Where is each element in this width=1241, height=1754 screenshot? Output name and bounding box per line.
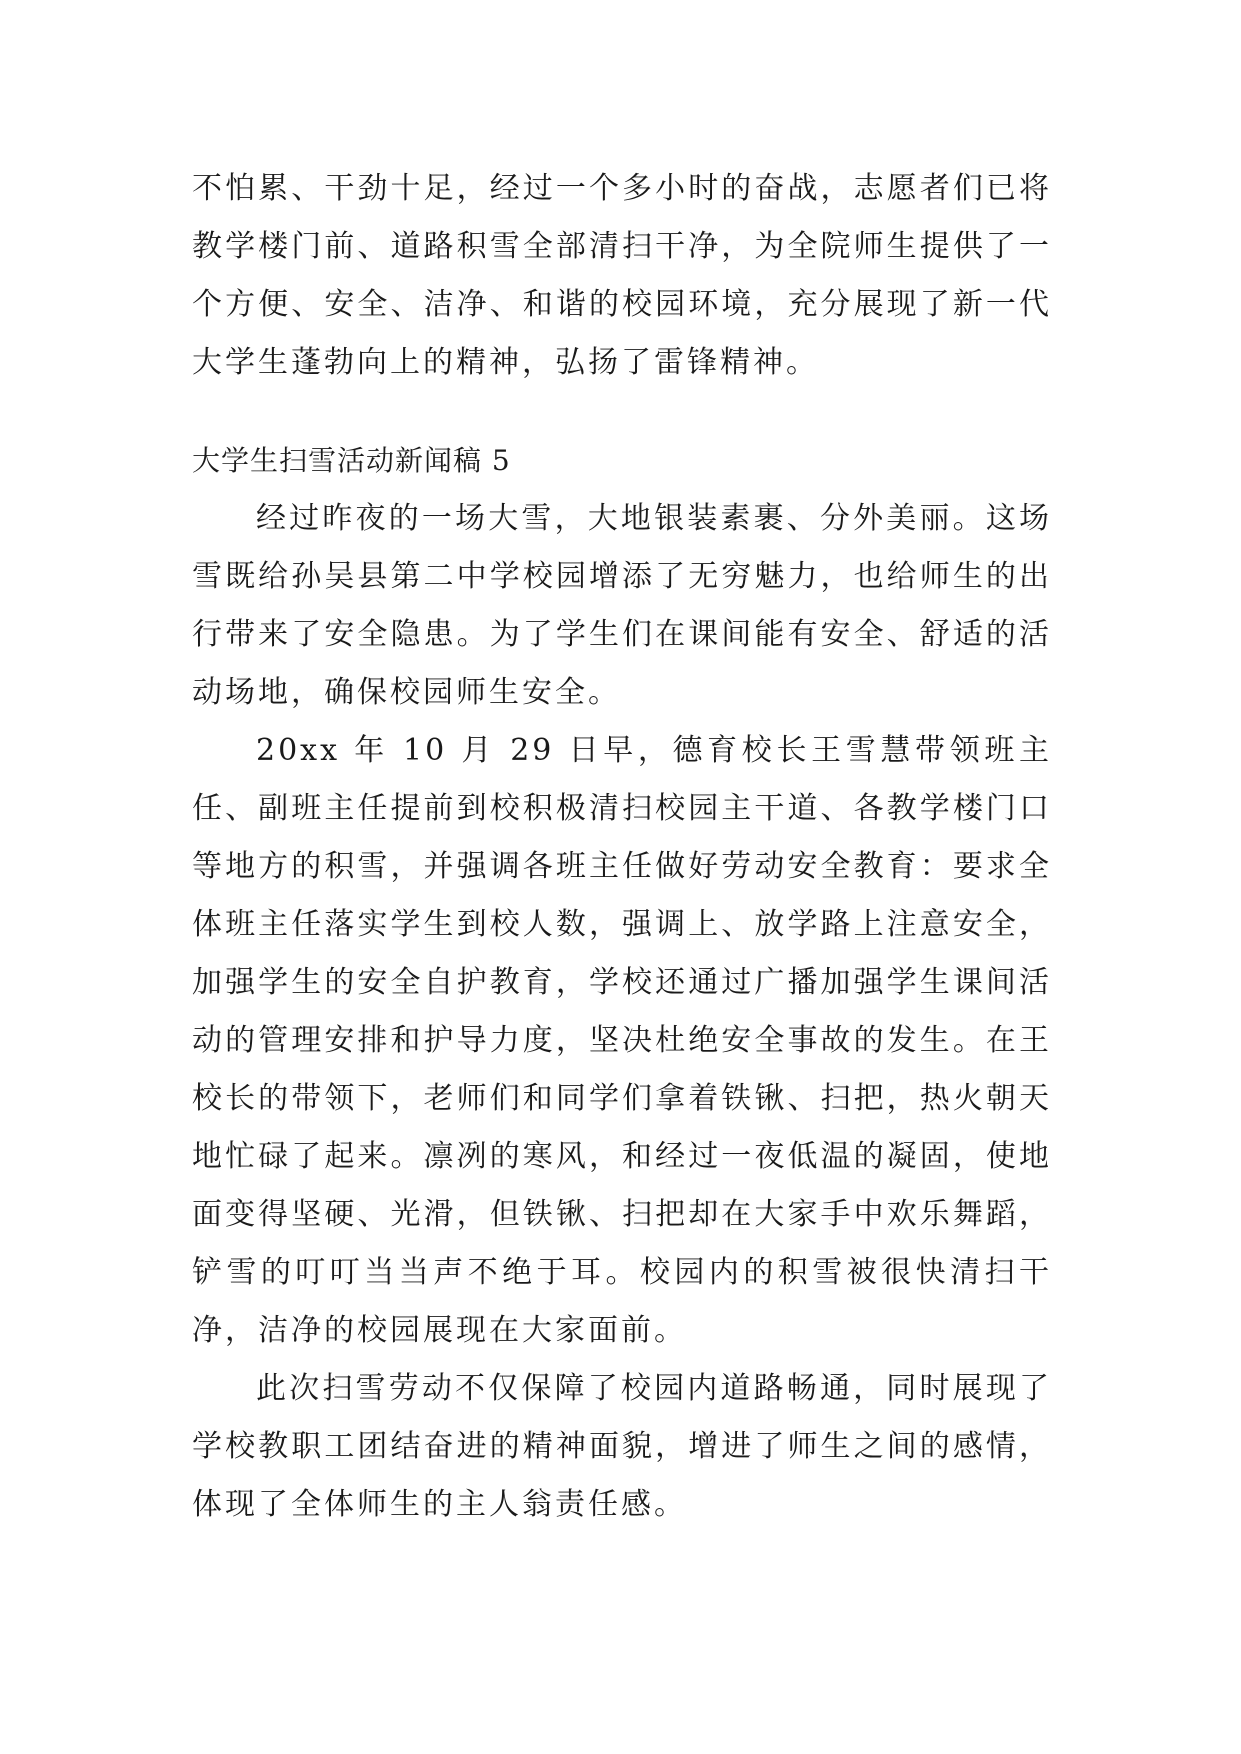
- section-heading: 大学生扫雪活动新闻稿 5: [192, 444, 511, 477]
- body-paragraph-2: 20xx 年 10 月 29 日早，德育校长王雪慧带领班主任、副班主任提前到校积极清扫校园主干道、各教学楼门口等地方的积雪，并强调各班主任做好劳动安全教育：要求全体班主任落实学生到校人数，强调上、放学路上注意安全，加强学生的安全自护教育，学校还通过广播加强学生课间活动的管理安排和护导力度，坚决杜绝安全事故的发生。在王校长的带领下，老师们和同学们拿着铁锹、扫把，热火朝天地忙碌了起来。凛冽的寒风，和经过一夜低温的凝固，使地面变得坚硬、光滑，但铁锹、扫把却在大家手中欢乐舞蹈，铲雪的叮叮当当声不绝于耳。校园内的积雪被很快清扫干净，洁净的校园展现在大家面前。: [192, 733, 1052, 1348]
- body-paragraph-3: 此次扫雪劳动不仅保障了校园内道路畅通，同时展现了学校教职工团结奋进的精神面貌，增进了师生之间的感情，体现了全体师生的主人翁责任感。: [192, 1371, 1052, 1522]
- body-paragraph-1: 经过昨夜的一场大雪，大地银装素裹、分外美丽。这场雪既给孙吴县第二中学校园增添了无穷魅力，也给师生的出行带来了安全隐患。为了学生们在课间能有安全、舒适的活动场地，确保校园师生安全。: [192, 501, 1052, 710]
- document-body: [192, 160, 1052, 1534]
- continued-paragraph: 不怕累、干劲十足，经过一个多小时的奋战，志愿者们已将教学楼门前、道路积雪全部清扫干净，为全院师生提供了一个方便、安全、洁净、和谐的校园环境，充分展现了新一代大学生蓬勃向上的精神，弘扬了雷锋精神。: [192, 171, 1052, 380]
